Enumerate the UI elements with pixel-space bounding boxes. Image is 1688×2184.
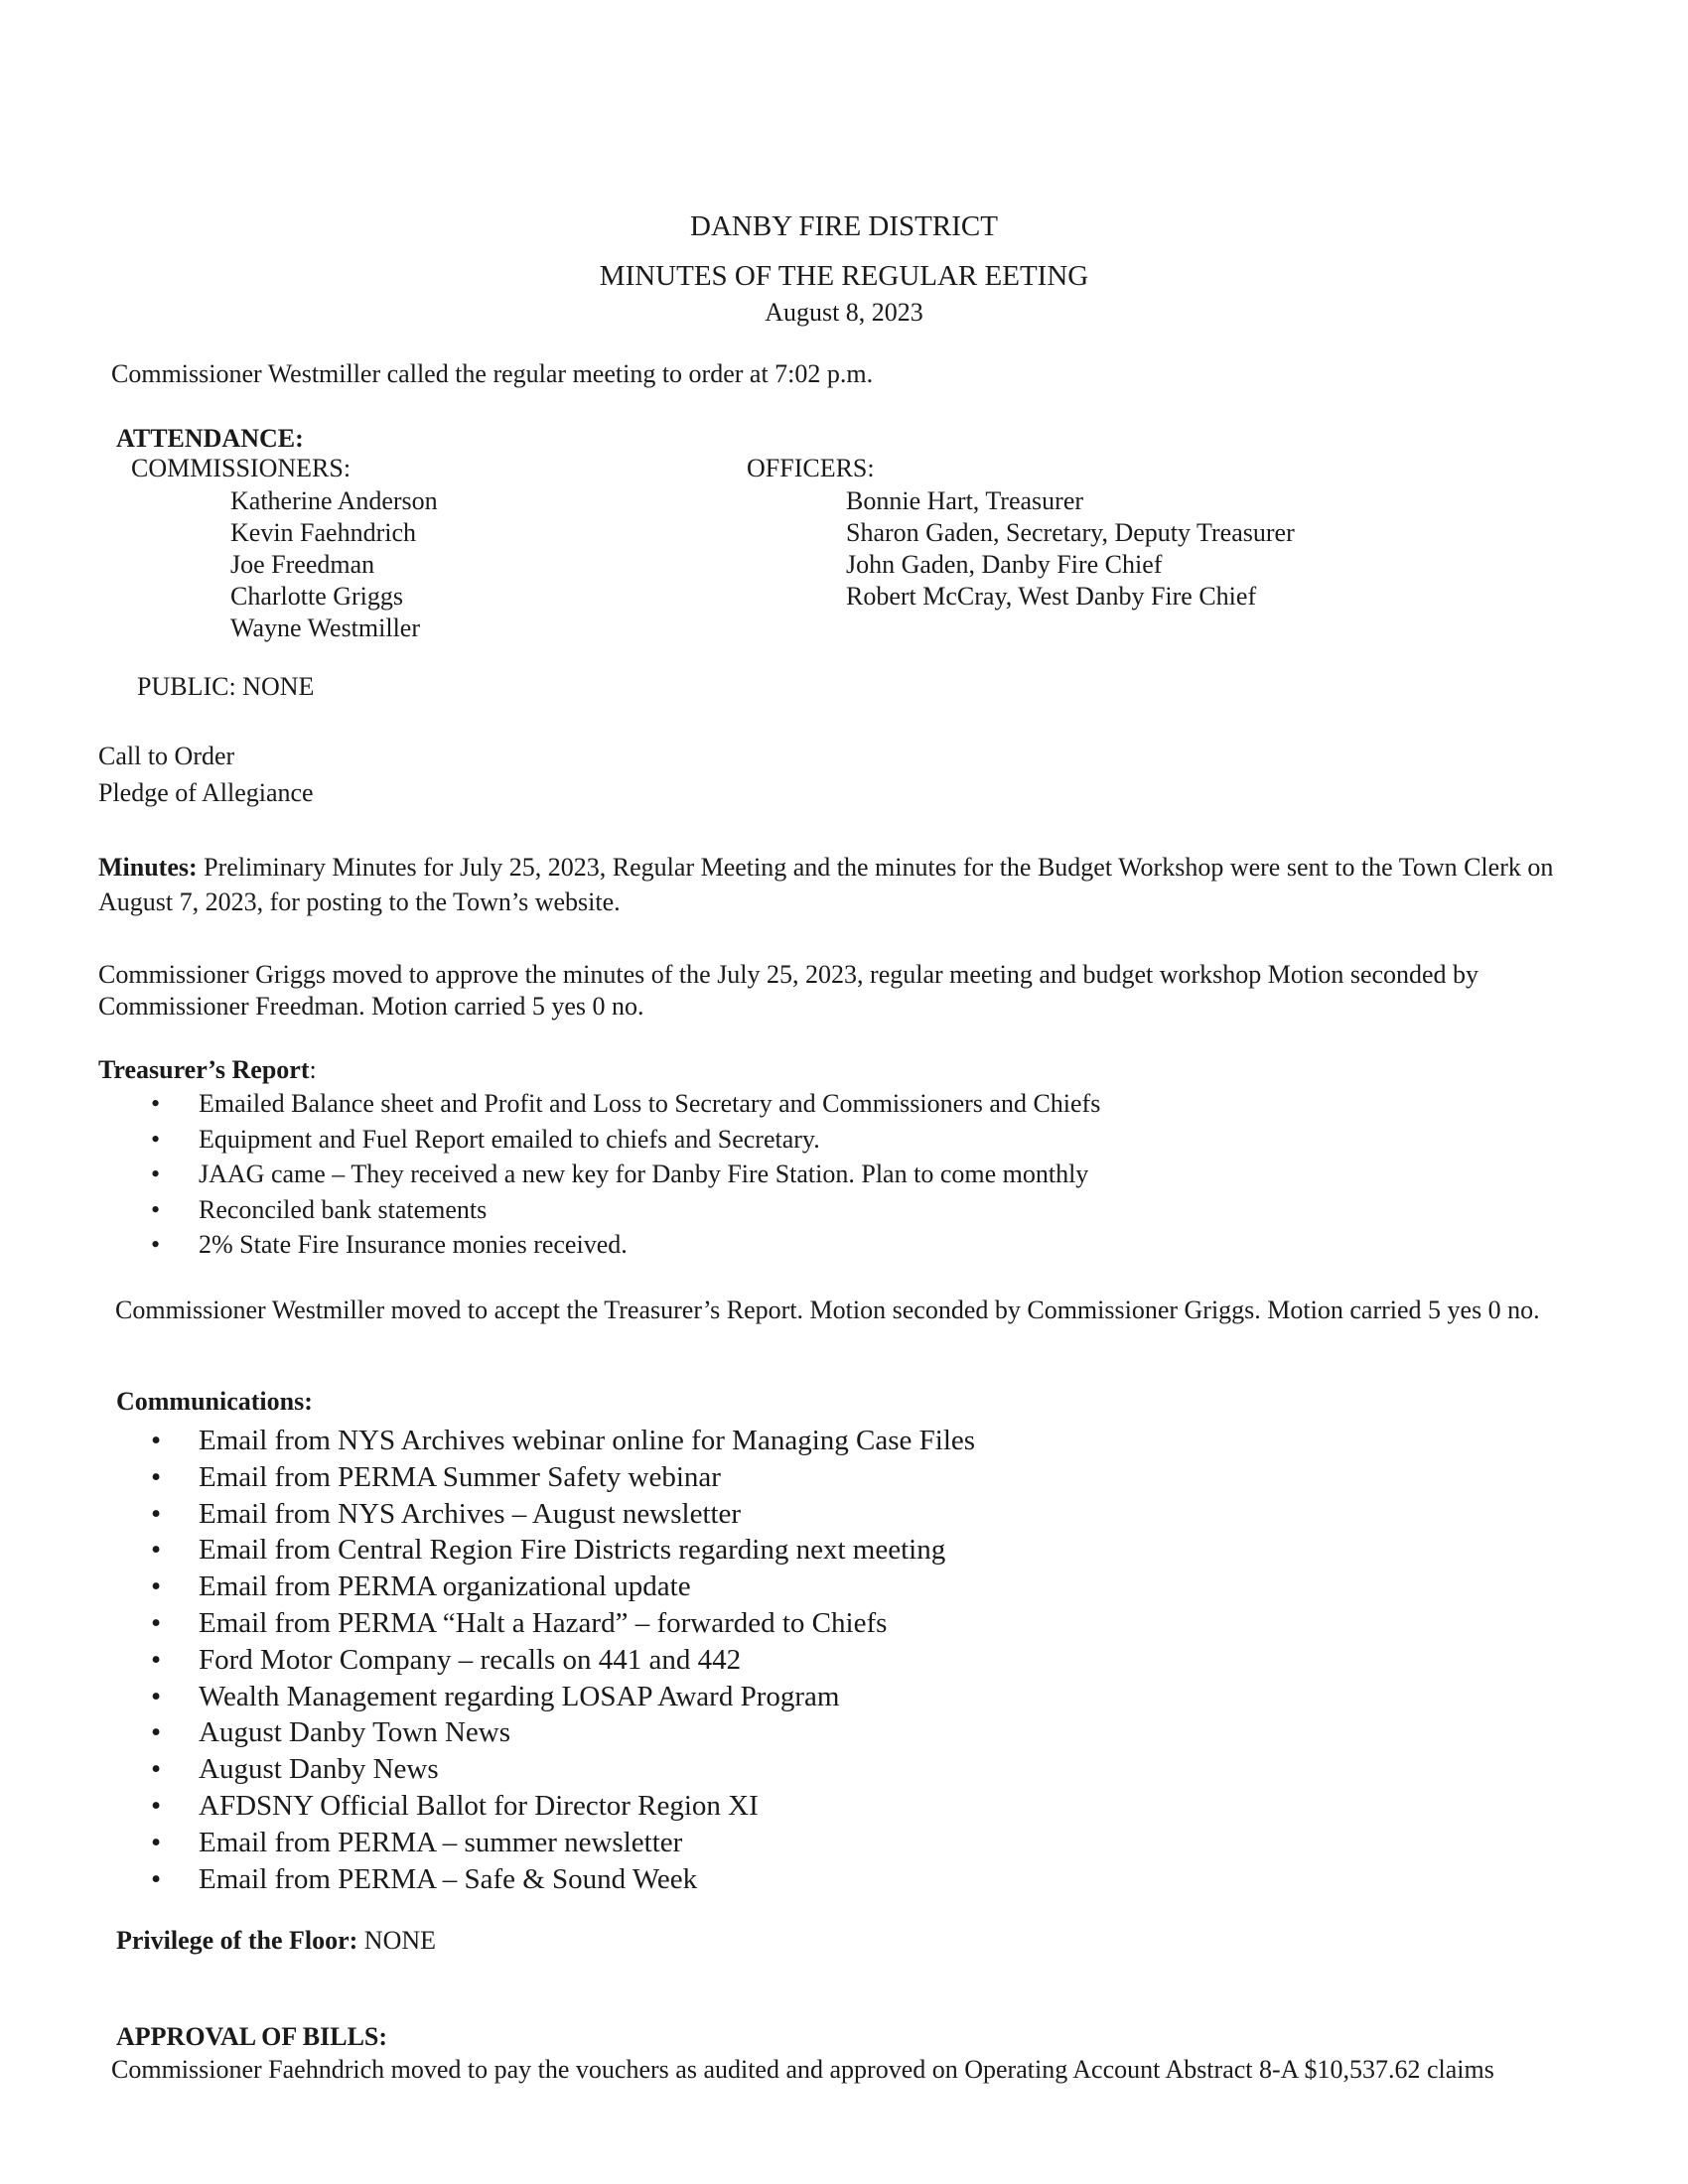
commissioners-label: COMMISSIONERS: bbox=[131, 454, 352, 482]
public-attendance: PUBLIC: NONE bbox=[137, 672, 315, 701]
commissioner-name: Wayne Westmiller bbox=[230, 614, 421, 642]
list-item: • Email from PERMA organizational update bbox=[151, 1570, 691, 1603]
list-item: • Wealth Management regarding LOSAP Award Program bbox=[151, 1680, 840, 1712]
treasurer-label: Treasurer’s Report bbox=[98, 1055, 310, 1084]
list-item: • Email from PERMA Summer Safety webinar bbox=[151, 1460, 721, 1493]
list-item: • Email from PERMA – Safe & Sound Week bbox=[151, 1862, 698, 1895]
pledge-item: Pledge of Allegiance bbox=[98, 778, 314, 807]
bullet-icon: • bbox=[151, 1460, 162, 1493]
bullet-icon: • bbox=[151, 1789, 162, 1822]
treasurer-colon: : bbox=[309, 1055, 317, 1084]
bullet-icon: • bbox=[151, 1606, 162, 1639]
privilege-label: Privilege of the Floor: bbox=[116, 1926, 358, 1955]
treasurer-list bbox=[98, 1088, 1100, 1265]
attendance-heading: ATTENDANCE: bbox=[116, 424, 304, 453]
bullet-icon: • bbox=[151, 1230, 161, 1259]
bullet-icon: • bbox=[151, 1862, 162, 1895]
list-item: • Equipment and Fuel Report emailed to chiefs and Secretary. bbox=[151, 1124, 820, 1154]
list-item: • Ford Motor Company – recalls on 441 and 442 bbox=[151, 1643, 742, 1676]
meeting-date: August 8, 2023 bbox=[765, 298, 923, 327]
list-item: • Email from NYS Archives webinar online for Managing Case Files bbox=[151, 1425, 976, 1456]
bullet-icon: • bbox=[151, 1497, 162, 1530]
communications-list bbox=[98, 1423, 975, 1897]
officer-name: Sharon Gaden, Secretary, Deputy Treasurer bbox=[846, 518, 1295, 547]
list-item: • JAAG came – They received a new key for Danby Fire Station. Plan to come monthly bbox=[151, 1160, 1089, 1188]
list-item: • AFDSNY Official Ballot for Director Region XI bbox=[151, 1789, 759, 1822]
call-to-order-line: Commissioner Westmiller called the regular meeting to order at 7:02 p.m. bbox=[111, 359, 874, 388]
minutes-text: Preliminary Minutes for July 25, 2023, Regular Meeting and the minutes for the Budget Workshop were sent to the Town Clerk on August 7, 2023, for posting to the Town’s website. bbox=[98, 853, 1554, 916]
bullet-icon: • bbox=[151, 1124, 161, 1154]
bullet-icon: • bbox=[151, 1570, 162, 1603]
officer-name: Robert McCray, West Danby Fire Chief bbox=[846, 582, 1257, 611]
treasurer-motion: Commissioner Westmiller moved to accept the Treasurer’s Report. Motion seconded by Commissioner Griggs. Motion carried 5 yes 0 no. bbox=[115, 1296, 1540, 1324]
officers-label: OFFICERS: bbox=[747, 454, 875, 482]
call-to-order-item: Call to Order bbox=[98, 742, 235, 770]
list-item: • Emailed Balance sheet and Profit and Loss to Secretary and Commissioners and Chiefs bbox=[151, 1089, 1101, 1118]
bills-heading: APPROVAL OF BILLS: bbox=[116, 2022, 388, 2051]
commissioner-name: Katherine Anderson bbox=[230, 486, 438, 515]
bullet-icon: • bbox=[151, 1753, 162, 1786]
bullet-icon: • bbox=[151, 1716, 162, 1749]
bullet-icon: • bbox=[151, 1425, 162, 1456]
list-item: • Email from PERMA “Halt a Hazard” – forwarded to Chiefs bbox=[151, 1606, 888, 1639]
commissioner-name: Kevin Faehndrich bbox=[230, 518, 417, 547]
communications-heading: Communications: bbox=[116, 1387, 313, 1416]
bills-text: Commissioner Faehndrich moved to pay the vouchers as audited and approved on Operating Account Abstract 8-A $10,537.62 claims bbox=[111, 2055, 1494, 2084]
minutes-title: MINUTES OF THE REGULAR EETING bbox=[599, 260, 1089, 292]
bullet-icon: • bbox=[151, 1089, 161, 1118]
list-item: • Email from NYS Archives – August newsletter bbox=[151, 1497, 742, 1530]
privilege-line bbox=[116, 1925, 436, 1957]
list-item: • Email from PERMA – summer newsletter bbox=[151, 1826, 683, 1858]
list-item: • 2% State Fire Insurance monies received. bbox=[151, 1230, 628, 1259]
officer-name: Bonnie Hart, Treasurer bbox=[846, 486, 1084, 515]
bullet-icon: • bbox=[151, 1534, 162, 1567]
list-item: • August Danby Town News bbox=[151, 1716, 511, 1749]
minutes-motion: Commissioner Griggs moved to approve the minutes of the July 25, 2023, regular meeting and budget workshop Motion seconded by Commissioner Freedman. Motion carried 5 yes 0 no. bbox=[98, 960, 1479, 1021]
commissioner-name: Joe Freedman bbox=[230, 550, 375, 579]
bullet-icon: • bbox=[151, 1643, 162, 1676]
list-item: • Email from Central Region Fire Districts regarding next meeting bbox=[151, 1534, 946, 1567]
privilege-value: NONE bbox=[357, 1926, 437, 1955]
bullet-icon: • bbox=[151, 1826, 162, 1858]
minutes-paragraph bbox=[98, 850, 1588, 919]
list-item: • August Danby News bbox=[151, 1753, 439, 1786]
org-title: DANBY FIRE DISTRICT bbox=[690, 210, 998, 242]
commissioner-name: Charlotte Griggs bbox=[230, 582, 404, 611]
bullet-icon: • bbox=[151, 1194, 161, 1224]
bullet-icon: • bbox=[151, 1160, 161, 1188]
bullet-icon: • bbox=[151, 1680, 162, 1712]
minutes-label: Minutes: bbox=[98, 853, 198, 882]
treasurer-heading bbox=[98, 1054, 317, 1086]
list-item: • Reconciled bank statements bbox=[151, 1194, 488, 1224]
officer-name: John Gaden, Danby Fire Chief bbox=[846, 550, 1163, 579]
